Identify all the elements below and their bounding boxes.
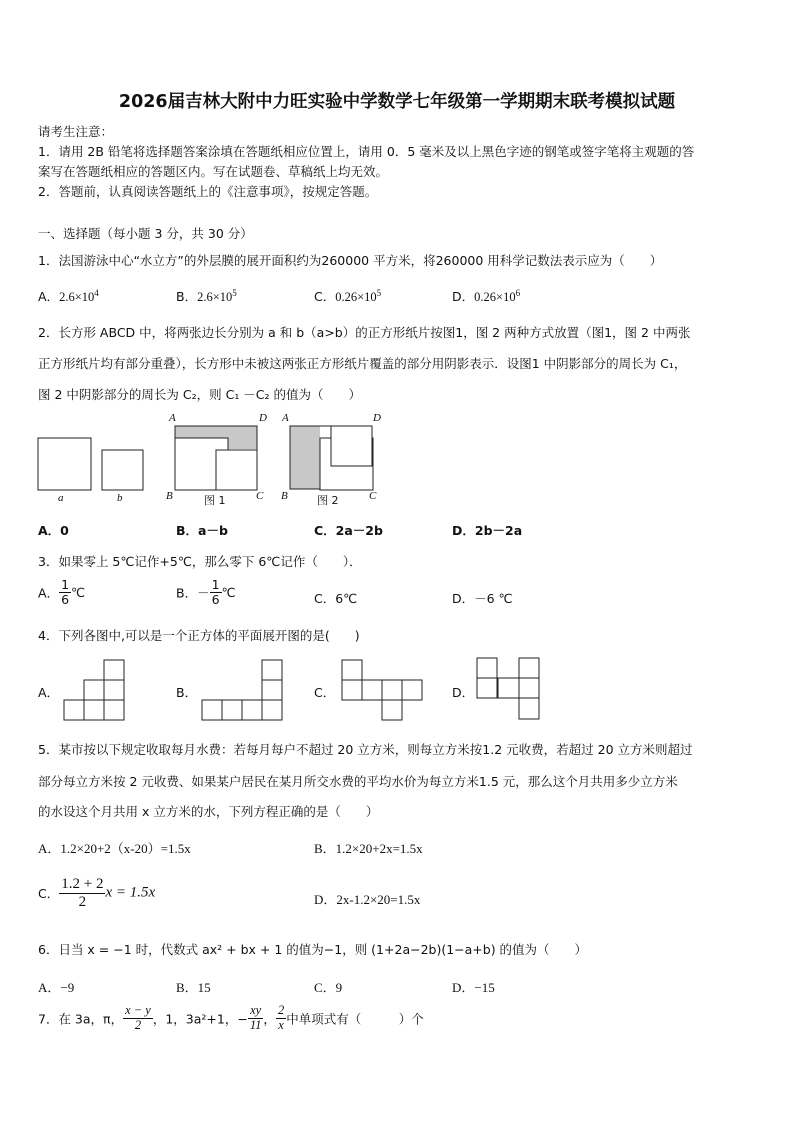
question-6-stem: 6．日当 x = −1 时，代数式 ax² + bx + 1 的值为−1，则 (1+2a−2b)(1−a+b) 的值为（ ） — [38, 942, 588, 957]
fig1-caption: 图 1 — [204, 494, 226, 507]
q3-option-b: B．－ $\frac{1}{6}$ ℃ — [176, 577, 236, 607]
q2-option-c: C．2a－2b — [314, 523, 383, 538]
q1-option-c: C．$0.26\times 10^5$ — [314, 287, 382, 304]
notice-item-1-line-1: 1．请用 2B 铅笔将选择题答案涂填在答题纸相应位置上，请用 0．5 毫米及以上黑色字迹的钢笔或签字笔将主观题的答 — [38, 144, 695, 159]
q4-option-b-label: B． — [176, 685, 198, 700]
notice-item-2: 2．答题前，认真阅读答题纸上的《注意事项》，按规定答题。 — [38, 184, 378, 199]
page-title: 2026届吉林大附中力旺实验中学数学七年级第一学期期末联考模拟试题 — [118, 92, 676, 112]
question-5-line-2: 部分每立方米按 2 元收费、如果某户居民在某月所交水费的平均水价为每立方米1.5 元，那么这个月共用多少立方米 — [38, 774, 678, 789]
label-a: a — [58, 492, 64, 504]
net-c — [342, 660, 422, 720]
question-2-line-2: 正方形纸片均有部分重叠），长方形中未被这两张正方形纸片覆盖的部分用阴影表示．设图1 中阴影部分的周长为 C₁， — [38, 356, 687, 371]
fig1-vertex-b: B — [166, 490, 173, 502]
q1-option-d: D．$0.26\times 10^6$ — [452, 287, 521, 304]
net-b — [202, 660, 282, 720]
q4-option-d-label: D． — [452, 685, 475, 700]
q4-option-a-label: A． — [38, 685, 60, 700]
net-d — [477, 658, 539, 719]
fig2-caption: 图 2 — [317, 494, 339, 507]
q5-option-c: C． $\frac{1.2 + 2}{2}$ x = 1.5x — [38, 876, 156, 910]
q5-option-b: B．1.2×20+2x=1.5x — [314, 841, 423, 856]
question-7-stem: 7．在 3a，π， $\frac{x - y}{2}$ ，1，3a²+1，− $\frac{xy}{11}$ ， $\frac{2}{x}$ 中单项式有（ ）个 — [38, 1003, 424, 1032]
question-2-line-3: 图 2 中阴影部分的周长为 C₂，则 C₁ －C₂ 的值为（ ） — [38, 387, 362, 402]
question-5-line-3: 的水设这个月共用 x 立方米的水，下列方程正确的是（ ） — [38, 804, 379, 819]
fig2-vertex-b: B — [281, 490, 288, 502]
label-b: b — [117, 492, 123, 504]
q2-option-b: B．a－b — [176, 523, 228, 538]
q6-option-b: B．15 — [176, 980, 211, 995]
q3-option-d: D．－6 ℃ — [452, 591, 513, 606]
question-4-stem: 4．下列各图中,可以是一个正方体的平面展开图的是( ) — [38, 628, 360, 643]
q5-option-a: A．1.2×20+2（x-20）=1.5x — [38, 841, 191, 856]
q1-option-a: A．$2.6\times 10^4$ — [38, 287, 99, 304]
q3-option-c: C．6℃ — [314, 591, 358, 606]
q6-option-a: A．−9 — [38, 980, 75, 995]
question-1-stem: 1．法国游泳中心“水立方”的外层膜的展开面积约为260000 平方米，将260000 用科学记数法表示应为（ ） — [38, 253, 663, 268]
section-heading: 一、选择题（每小题 3 分，共 30 分） — [38, 226, 253, 241]
notice-heading: 请考生注意： — [38, 124, 114, 139]
q6-option-c: C．9 — [314, 980, 343, 995]
fig2-vertex-a: A — [282, 412, 289, 424]
fig1-vertex-c: C — [256, 490, 264, 502]
question-2-line-1: 2．长方形 ABCD 中，将两张边长分别为 a 和 b（a>b）的正方形纸片按图1，图 2 两种方式放置（图1，图 2 中两张 — [38, 325, 691, 340]
question-3-stem: 3．如果零上 5℃记作+5℃，那么零下 6℃记作（ ）． — [38, 554, 362, 569]
question-5-line-1: 5．某市按以下规定收取每月水费：若每月每户不超过 20 立方米，则每立方米按1.2 元收费，若超过 20 立方米则超过 — [38, 742, 693, 757]
q3-option-a: A． $\frac{1}{6}$ ℃ — [38, 577, 86, 607]
q6-option-d: D．−15 — [452, 980, 495, 995]
notice-item-1-line-2: 案写在答题纸相应的答题区内。写在试题卷、草稿纸上均无效。 — [38, 164, 389, 179]
q2-option-a: A．0 — [38, 523, 69, 538]
q5-option-d: D．2x-1.2×20=1.5x — [314, 892, 421, 907]
fig2-vertex-d: D — [373, 412, 381, 424]
fig1-vertex-d: D — [259, 412, 267, 424]
fig1-vertex-a: A — [169, 412, 176, 424]
net-a — [64, 660, 124, 720]
q2-option-d: D．2b－2a — [452, 523, 523, 538]
q4-option-c-label: C． — [314, 685, 336, 700]
q1-option-b: B．$2.6\times 10^5$ — [176, 287, 237, 304]
fig2-vertex-c: C — [369, 490, 377, 502]
